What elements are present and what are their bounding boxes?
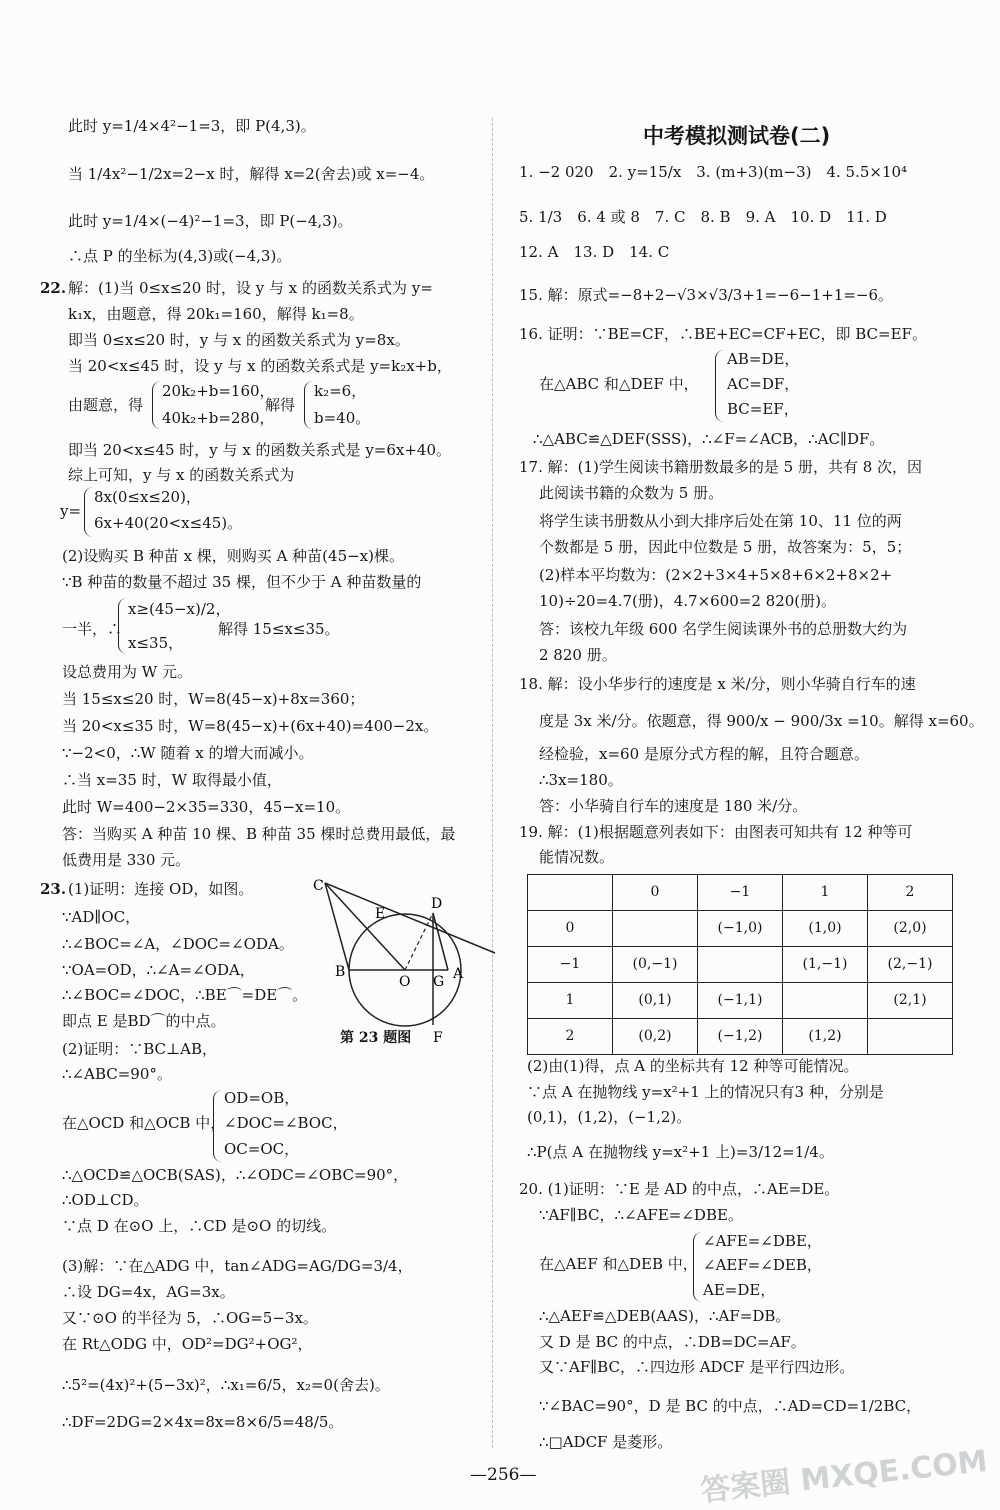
table-cell: 2 bbox=[868, 875, 953, 911]
text-line: 2 820 册。 bbox=[539, 646, 617, 664]
table-row bbox=[528, 947, 953, 983]
text-line: ∴设 DG=4x，AG=3x。 bbox=[62, 1283, 235, 1301]
equation: k₂=6， bbox=[314, 382, 367, 400]
text-line: 度是 3x 米/分。依题意，得 900/x − 900/3x =10。解得 x=60。 bbox=[539, 712, 984, 730]
question-number: 22. bbox=[40, 279, 67, 297]
question-number: 23. bbox=[40, 880, 67, 898]
text-line: ∵AF∥BC，∴∠AFE=∠DBE。 bbox=[539, 1206, 743, 1224]
text-line: (3)解：∵在△ADG 中，tan∠ADG=AG/DG=3/4， bbox=[62, 1257, 413, 1275]
table-cell: (2,−1) bbox=[868, 947, 953, 983]
answer-line: 1. −2 020 2. y=15/x 3. (m+3)(m−3) 4. 5.5×10⁴ bbox=[519, 163, 908, 181]
text-line: 在△OCD 和△OCB 中， bbox=[62, 1114, 226, 1132]
equation: 8x(0≤x≤20)， bbox=[94, 488, 201, 506]
table-cell: (−1,2) bbox=[698, 1019, 783, 1055]
text-line: ∴∠ABC=90°。 bbox=[62, 1065, 172, 1083]
page-number: —256— bbox=[470, 1465, 537, 1485]
text-line: 能情况数。 bbox=[539, 848, 615, 866]
table-cell: (0,2) bbox=[613, 1019, 698, 1055]
text-line: ∴△ABC≌△DEF(SSS)，∴∠F=∠ACB，∴AC∥DF。 bbox=[533, 430, 885, 448]
table-cell: (1,2) bbox=[783, 1019, 868, 1055]
table-cell bbox=[698, 947, 783, 983]
text-line: ∴△AEF≌△DEB(AAS)，∴AF=DB。 bbox=[539, 1307, 791, 1325]
equation: x≤35， bbox=[128, 634, 184, 652]
brace bbox=[213, 1090, 222, 1162]
label-o: O bbox=[399, 974, 411, 990]
text-line: 在 Rt△ODG 中，OD²=DG²+OG²， bbox=[62, 1335, 313, 1353]
text-line: 低费用是 330 元。 bbox=[62, 851, 191, 869]
figure-caption: 第 23 题图 bbox=[340, 1030, 412, 1046]
equation: ∠AFE=∠DBE， bbox=[703, 1232, 822, 1250]
text-line: 又∵⊙O 的半径为 5，∴OG=5−3x。 bbox=[62, 1309, 318, 1327]
label-e: E bbox=[375, 906, 386, 922]
text-line: ∴OD⊥CD。 bbox=[62, 1191, 149, 1209]
table-cell: −1 bbox=[528, 947, 613, 983]
page-title: 中考模拟测试卷(二) bbox=[643, 124, 831, 148]
text-line: ∴P(点 A 在抛物线 y=x²+1 上)=3/12=1/4。 bbox=[527, 1143, 834, 1161]
text-line: 当 15≤x≤20 时，W=8(45−x)+8x=360； bbox=[62, 690, 365, 708]
table-row bbox=[528, 875, 953, 911]
table-cell: (0,1) bbox=[613, 983, 698, 1019]
text-line: 又 D 是 BC 的中点，∴DB=DC=AF。 bbox=[539, 1333, 806, 1351]
table-cell: −1 bbox=[698, 875, 783, 911]
text-line: 此时 y=1/4×4²−1=3，即 P(4,3)。 bbox=[68, 117, 316, 135]
text-line: ∴△OCD≌△OCB(SAS)，∴∠ODC=∠OBC=90°， bbox=[62, 1166, 409, 1184]
equation: ∠DOC=∠BOC， bbox=[224, 1114, 348, 1132]
table-cell: 0 bbox=[528, 911, 613, 947]
text-line: ∴点 P 的坐标为(4,3)或(−4,3)。 bbox=[68, 247, 292, 265]
segment-da bbox=[433, 913, 448, 970]
equation: BC=EF， bbox=[727, 400, 799, 418]
watermark-logo: 答案圈 MXQE.COM bbox=[698, 1443, 990, 1509]
text-line: ∴□ADCF 是菱形。 bbox=[539, 1433, 673, 1451]
text-line: 18. 解：设小华步行的速度是 x 米/分，则小华骑自行车的速 bbox=[519, 675, 916, 693]
table-cell bbox=[868, 1019, 953, 1055]
table-cell: 2 bbox=[528, 1019, 613, 1055]
text-line: ∵B 种苗的数量不超过 35 棵，但不少于 A 种苗数量的 bbox=[62, 573, 422, 591]
text-line: 一半，∴ bbox=[62, 620, 123, 638]
brace bbox=[304, 381, 313, 429]
text-line: 此时 y=1/4×(−4)²−1=3，即 P(−4,3)。 bbox=[68, 212, 353, 230]
text-line: ∴∠BOC=∠A，∠DOC=∠ODA。 bbox=[62, 935, 294, 953]
table-cell: (0,−1) bbox=[613, 947, 698, 983]
text-line: 当 1/4x²−1/2x=2−x 时，解得 x=2(舍去)或 x=−4。 bbox=[68, 165, 435, 183]
label-a: A bbox=[453, 966, 464, 982]
table-cell: 1 bbox=[528, 983, 613, 1019]
text-line: 在△ABC 和△DEF 中， bbox=[539, 375, 699, 393]
table-cell bbox=[528, 875, 613, 911]
label-f: F bbox=[433, 1030, 443, 1046]
text-line: 当 20<x≤45 时，设 y 与 x 的函数关系式是 y=k₂x+b， bbox=[68, 357, 452, 375]
text-line: 答：当购买 A 种苗 10 棵、B 种苗 35 棵时总费用最低，最 bbox=[62, 825, 456, 843]
text-line: ∴DF=2DG=2×4x=8x=8×6/5=48/5。 bbox=[62, 1413, 344, 1431]
table-cell: 1 bbox=[783, 875, 868, 911]
label-d: D bbox=[431, 896, 443, 912]
column-divider bbox=[492, 118, 493, 1448]
text-line: ∴当 x=35 时，W 取得最小值， bbox=[62, 771, 282, 789]
table-row bbox=[528, 911, 953, 947]
label-b: B bbox=[335, 964, 346, 980]
text-line: (2)由(1)得，点 A 的坐标共有 12 种等可能情况。 bbox=[527, 1057, 859, 1075]
text-line: ∴5²=(4x)²+(5−3x)²，∴x₁=6/5，x₂=0(舍去)。 bbox=[62, 1376, 390, 1394]
equation: AC=DF， bbox=[727, 375, 800, 393]
text-line: 解得 bbox=[265, 396, 296, 414]
text-line: ∵∠BAC=90°，D 是 BC 的中点，∴AD=CD=1/2BC， bbox=[539, 1397, 922, 1415]
text-line: (0,1)，(1,2)，(−1,2)。 bbox=[527, 1108, 692, 1126]
text-line: 19. 解：(1)根据题意列表如下：由图表可知共有 12 种等可 bbox=[519, 823, 913, 841]
table-row bbox=[528, 1019, 953, 1055]
equation: 40k₂+b=280， bbox=[162, 409, 275, 427]
text-line: ∵点 A 在抛物线 y=x²+1 上的情况只有3 种，分别是 bbox=[527, 1083, 884, 1101]
table-cell: 0 bbox=[613, 875, 698, 911]
text-line: 经检验，x=60 是原分式方程的解，且符合题意。 bbox=[539, 745, 869, 763]
text-line: 即点 E 是BD⌒的中点。 bbox=[62, 1012, 226, 1030]
table-cell: (2,1) bbox=[868, 983, 953, 1019]
text-line: ∴∠BOC=∠DOC，∴BE⌒=DE⌒。 bbox=[62, 986, 308, 1004]
brace bbox=[118, 598, 127, 654]
geometry-figure bbox=[305, 878, 505, 1053]
brace bbox=[152, 381, 161, 429]
equation: OC=OC， bbox=[224, 1140, 300, 1158]
text-line: 10)÷20=4.7(册)，4.7×600=2 820(册)。 bbox=[539, 592, 836, 610]
text-line: 即当 0≤x≤20 时，y 与 x 的函数关系式为 y=8x。 bbox=[68, 331, 410, 349]
table-row bbox=[528, 983, 953, 1019]
text-line: ∵OA=OD，∴∠A=∠ODA， bbox=[62, 961, 255, 979]
tangent-line bbox=[325, 883, 495, 953]
text-line: 此阅读书籍的众数为 5 册。 bbox=[539, 484, 724, 502]
text-line: 解：(1)当 0≤x≤20 时，设 y 与 x 的函数关系式为 y= bbox=[68, 279, 433, 297]
text-line: 15. 解：原式=−8+2−√3×√3/3+1=−6−1+1=−6。 bbox=[519, 286, 894, 304]
label-g: G bbox=[433, 974, 445, 990]
table-cell bbox=[783, 983, 868, 1019]
outcome-table bbox=[527, 874, 953, 1055]
answer-line: 5. 1/3 6. 4 或 8 7. C 8. B 9. A 10. D 11. D bbox=[519, 208, 887, 226]
text-line: 个数都是 5 册，因此中位数是 5 册，故答案为：5，5； bbox=[539, 538, 912, 556]
text-line: (1)证明：连接 OD，如图。 bbox=[68, 880, 254, 898]
equation: OD=OB， bbox=[224, 1089, 300, 1107]
equation: 20k₂+b=160， bbox=[162, 382, 275, 400]
text-line: (2)设购买 B 种苗 x 棵，则购买 A 种苗(45−x)棵。 bbox=[62, 547, 404, 565]
equation: x≥(45−x)/2， bbox=[128, 600, 231, 618]
text-line: ∵−2<0，∴W 随着 x 的增大而减小。 bbox=[62, 744, 314, 762]
table-cell: (−1,0) bbox=[698, 911, 783, 947]
text-line: 16. 证明：∵BE=CF，∴BE+EC=CF+EC，即 BC=EF。 bbox=[519, 325, 927, 343]
equation: AB=DE， bbox=[727, 350, 800, 368]
text-line: 设总费用为 W 元。 bbox=[62, 663, 192, 681]
brace bbox=[84, 487, 93, 537]
text-line: 在△AEF 和△DEB 中， bbox=[539, 1255, 698, 1273]
text-line: 17. 解：(1)学生阅读书籍册数最多的是 5 册，共有 8 次，因 bbox=[519, 458, 923, 476]
text-line: k₁x，由题意，得 20k₁=160，解得 k₁=8。 bbox=[68, 305, 364, 323]
text-line: ∴3x=180。 bbox=[539, 771, 623, 789]
text-line: 将学生读书册数从小到大排序后处在第 10、11 位的两 bbox=[539, 512, 902, 530]
text-line: (2)样本平均数为：(2×2+3×4+5×8+6×2+8×2+ bbox=[539, 566, 893, 584]
text-line: ∵AD∥OC， bbox=[62, 908, 141, 926]
brace bbox=[715, 350, 724, 422]
text-line: 解得 15≤x≤35。 bbox=[218, 620, 340, 638]
text-line: 又∵AF∥BC，∴四边形 ADCF 是平行四边形。 bbox=[539, 1358, 855, 1376]
text-line: 由题意，得 bbox=[68, 396, 144, 414]
text-line: ∵点 D 在⊙O 上，∴CD 是⊙O 的切线。 bbox=[62, 1217, 337, 1235]
equation: 6x+40(20<x≤45)。 bbox=[94, 514, 243, 532]
table-cell: (1,−1) bbox=[783, 947, 868, 983]
text-line: y= bbox=[60, 502, 82, 520]
text-line: (2)证明：∵BC⊥AB， bbox=[62, 1040, 217, 1058]
text-line: 即当 20<x≤45 时，y 与 x 的函数关系式是 y=6x+40。 bbox=[68, 441, 452, 459]
brace bbox=[693, 1232, 702, 1302]
text-line: 20. (1)证明：∵E 是 AD 的中点，∴AE=DE。 bbox=[519, 1180, 840, 1198]
equation: ∠AEF=∠DEB， bbox=[703, 1256, 822, 1274]
equation: AE=DE， bbox=[703, 1281, 776, 1299]
text-line: 答：小华骑自行车的速度是 180 米/分。 bbox=[539, 797, 808, 815]
table-cell: (2,0) bbox=[868, 911, 953, 947]
table-cell: (−1,1) bbox=[698, 983, 783, 1019]
table-cell bbox=[613, 911, 698, 947]
label-c: C bbox=[313, 878, 324, 894]
text-line: 此时 W=400−2×35=330，45−x=10。 bbox=[62, 798, 351, 816]
text-line: 答：该校九年级 600 名学生阅读课外书的总册数大约为 bbox=[539, 620, 908, 638]
equation: b=40。 bbox=[314, 409, 371, 427]
text-line: 当 20<x≤35 时，W=8(45−x)+(6x+40)=400−2x。 bbox=[62, 717, 439, 735]
table-cell: (1,0) bbox=[783, 911, 868, 947]
answer-line: 12. A 13. D 14. C bbox=[519, 243, 670, 261]
text-line: 综上可知，y 与 x 的函数关系式为 bbox=[68, 466, 295, 484]
